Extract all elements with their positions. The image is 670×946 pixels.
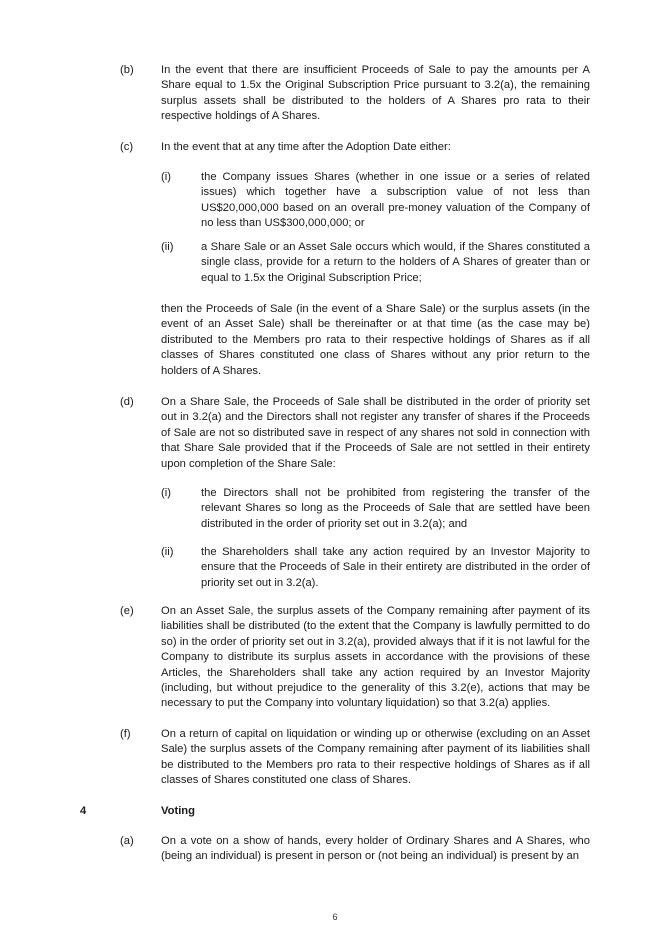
clause-e (120, 604, 590, 712)
clause-label: (d) (120, 396, 134, 408)
subclause-text: the Shareholders shall take any action required by an Investor Majority to ensure that the Proceeds of Sale in their entirety are distributed in the order of priority set out in 3.2(a). (201, 546, 590, 589)
clause-text: On a return of capital on liquidation or winding up or otherwise (excluding on an Asset Sale) the surplus assets of the Company remaining after payment of its liabilities shall be distributed to the Members pro rata to their respective holdings of Shares as if all classes of Shares constituted one class of Shares. (161, 728, 590, 787)
clause-label: (a) (120, 835, 134, 847)
subclause-d-i (161, 486, 590, 532)
subclause-c-ii (161, 240, 590, 286)
section-title: Voting (161, 805, 195, 817)
subclause-label: (ii) (161, 546, 174, 558)
section-heading-voting (80, 804, 590, 819)
section-number: 4 (80, 805, 87, 817)
page-number: 6 (332, 912, 338, 922)
clause-label: (f) (120, 728, 131, 740)
subclause-c-i (161, 170, 590, 232)
clause-d (120, 395, 590, 472)
subclause-d-ii (161, 545, 590, 591)
subclause-label: (ii) (161, 241, 174, 253)
subclause-text: the Directors shall not be prohibited from registering the transfer of the relevant Shares so long as the Proceeds of Sale that are settled have been distributed in the order of priority set out in 3.2(a); and (201, 487, 590, 530)
clause-f (120, 727, 590, 789)
clause-text: In the event that there are insufficient Proceeds of Sale to pay the amounts per A Share equal to 1.5x the Original Subscription Price pursuant to 3.2(a), the remaining surplus assets shall be distributed to the holders of A Shares pro rata to their respective holdings of A Shares. (161, 64, 590, 123)
clause-label: (e) (120, 605, 134, 617)
clause-label: (b) (120, 64, 134, 76)
voting-clause-a (120, 834, 590, 865)
clause-c (120, 140, 590, 155)
subclause-label: (i) (161, 171, 171, 183)
clause-text: In the event that at any time after the Adoption Date either: (161, 141, 451, 153)
clause-b (120, 63, 590, 125)
clause-text: On a vote on a show of hands, every holder of Ordinary Shares and A Shares, who (being an individual) is present in person or (not being an individual) is present by an (161, 835, 590, 863)
subclause-text: a Share Sale or an Asset Sale occurs which would, if the Shares constituted a single class, provide for a return to the holders of A Shares of greater than or equal to 1.5x the Original Subscription Price; (201, 241, 590, 284)
clause-text: On a Share Sale, the Proceeds of Sale shall be distributed in the order of priority set out in 3.2(a) and the Directors shall not register any transfer of shares if the Proceeds of Sale are not so distributed save in respect of any shares not sold in connection with that Share Sale provided that if the Proceeds of Sale are not settled in their entirety upon completion of the Share Sale: (161, 396, 590, 470)
clause-c-continuation: then the Proceeds of Sale (in the event of a Share Sale) or the surplus assets (in the event of an Asset Sale) shall be thereinafter or at that time (as the case may be) distributed to the Members pro rata to their respective holdings of Shares as if all classes of Shares constituted one class of Shares without any prior return to the holders of A Shares. (161, 303, 590, 377)
clause-text: On an Asset Sale, the surplus assets of the Company remaining after payment of its liabilities shall be distributed (to the extent that the Company is lawfully permitted to do so) in the order of priority set out in 3.2(a), provided always that if it is not lawful for the Company to distribute its surplus assets in accordance with the provisions of these Articles, the Shareholders shall take any action required by an Investor Majority (including, but without prejudice to the generality of this 3.2(e), actions that may be necessary to put the Company into voluntary liquidation) so that 3.2(a) applies. (161, 605, 590, 710)
subclause-label: (i) (161, 487, 171, 499)
clause-label: (c) (120, 141, 134, 153)
subclause-text: the Company issues Shares (whether in one issue or a series of related issues) which together have a subscription value of not less than US$20,000,000 based on an overall pre-money valuation of the Company of no less than US$300,000,000; or (201, 171, 590, 230)
